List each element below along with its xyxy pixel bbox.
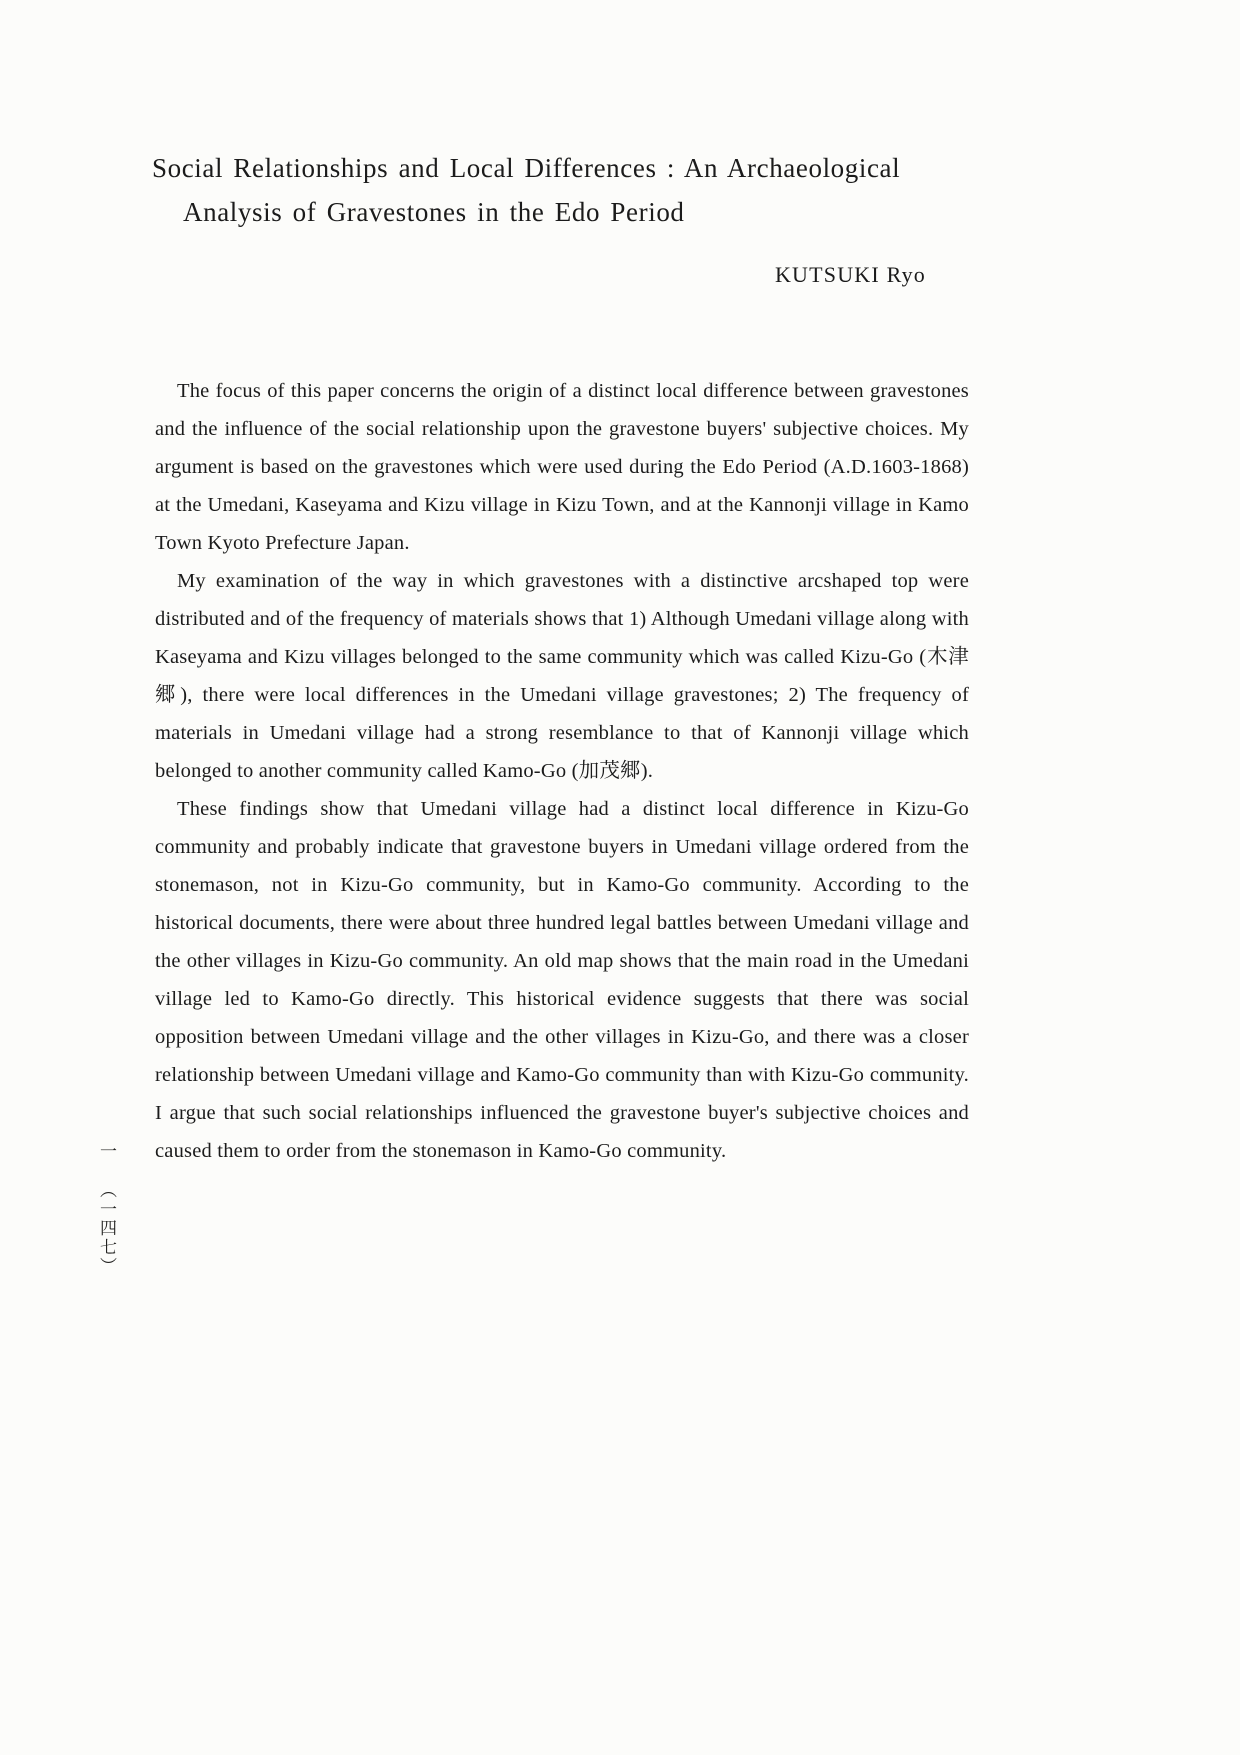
paper-title — [152, 146, 992, 234]
author-name: KUTSUKI Ryo — [774, 262, 926, 287]
paper-title-line2: Analysis of Gravestones in the Edo Period — [183, 197, 685, 227]
abstract-paragraph-1: The focus of this paper concerns the origin of a distinct local difference between gravestones and the influence of the social relationship upon the gravestone buyers' subjective choices. My argument is based on the gravestones which were used during the Edo Period (A.D.1603-1868) at the Umedani, Kaseyama and Kizu village in Kizu Town, and at the Kannonji village in Kamo Town Kyoto Prefecture Japan. — [155, 380, 969, 554]
abstract-paragraph-2: My examination of the way in which gravestones with a distinctive arcshaped top were distributed and of the frequency of materials shows that 1) Although Umedani village along with Kaseyama and Kizu villages belonged to the same community which was called Kizu-Go (木津郷), there were local differences in the Umedani village gravestones; 2) The frequency of materials in Umedani village had a strong resemblance to that of Kannonji village which belonged to another community called Kamo-Go (加茂郷). — [155, 570, 969, 782]
abstract-paragraph-3: These findings show that Umedani village had a distinct local difference in Kizu-Go community and probably indicate that gravestone buyers in Umedani village ordered from the stonemason, not in Kizu-Go community, but in Kamo-Go community. According to the historical documents, there were about three hundred legal battles between Umedani village and the other villages in Kizu-Go community. An old map shows that the main road in the Umedani village led to Kamo-Go directly. This historical evidence suggests that there was social opposition between Umedani village and the other villages in Kizu-Go, and there was a closer relationship between Umedani village and Kamo-Go community than with Kizu-Go community. I argue that such social relationships influenced the gravestone buyer's subjective choices and caused them to order from the stonemason in Kamo-Go community. — [155, 798, 969, 1162]
paper-title-line1: Social Relationships and Local Differences : An Archaeological — [152, 153, 901, 183]
page-number-vertical: （一四七） — [97, 1181, 116, 1276]
page-marker-vertical: 一 — [97, 1142, 116, 1161]
abstract-body — [155, 372, 969, 1170]
page-number-column — [98, 1142, 115, 1276]
